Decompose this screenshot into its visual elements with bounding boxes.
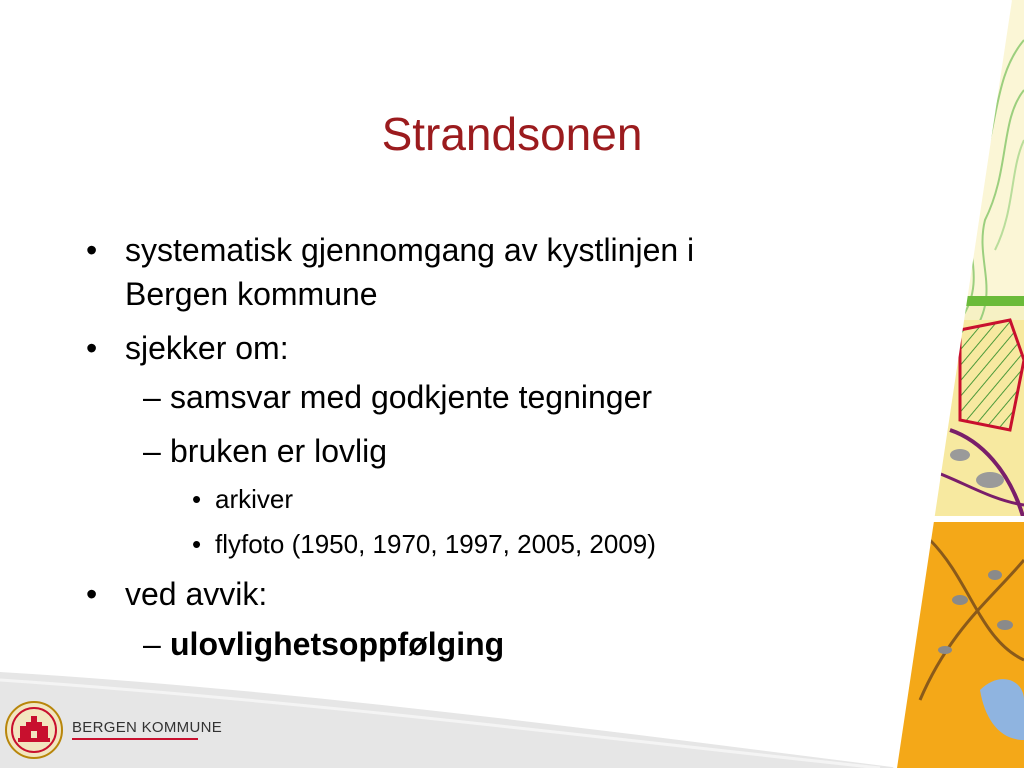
bullet-marker: • xyxy=(192,529,202,559)
dash-marker: – xyxy=(143,433,161,469)
organization-name: BERGEN KOMMUNE xyxy=(72,719,223,736)
bullet-text: systematisk gjennomgang av kystlinjen i xyxy=(125,232,695,268)
bullet-marker: • xyxy=(86,330,98,366)
bullet-marker: • xyxy=(86,576,98,612)
slide-title: Strandsonen xyxy=(381,108,643,160)
sub-bullet-text: bruken er lovlig xyxy=(170,433,387,469)
bullet-continuation xyxy=(125,272,378,316)
bullet-marker: • xyxy=(86,232,98,268)
organization-underline xyxy=(72,738,198,740)
bullet-text: ved avvik: xyxy=(125,576,268,612)
bullet-marker: • xyxy=(192,484,202,514)
sub-bullet-text: samsvar med godkjente tegninger xyxy=(170,379,653,415)
sub-sub-bullet-text: flyfoto (1950, 1970, 1997, 2005, 2009) xyxy=(215,529,656,559)
bergen-coat-of-arms-logo xyxy=(4,700,64,760)
bullet-text: sjekker om: xyxy=(125,330,289,366)
sub-sub-bullet-text: arkiver xyxy=(215,484,294,514)
bullet-text: Bergen kommune xyxy=(125,276,378,312)
dash-marker: – xyxy=(143,379,161,415)
sub-bullet-text: ulovlighetsoppfølging xyxy=(170,626,505,662)
dash-marker: – xyxy=(143,626,161,662)
